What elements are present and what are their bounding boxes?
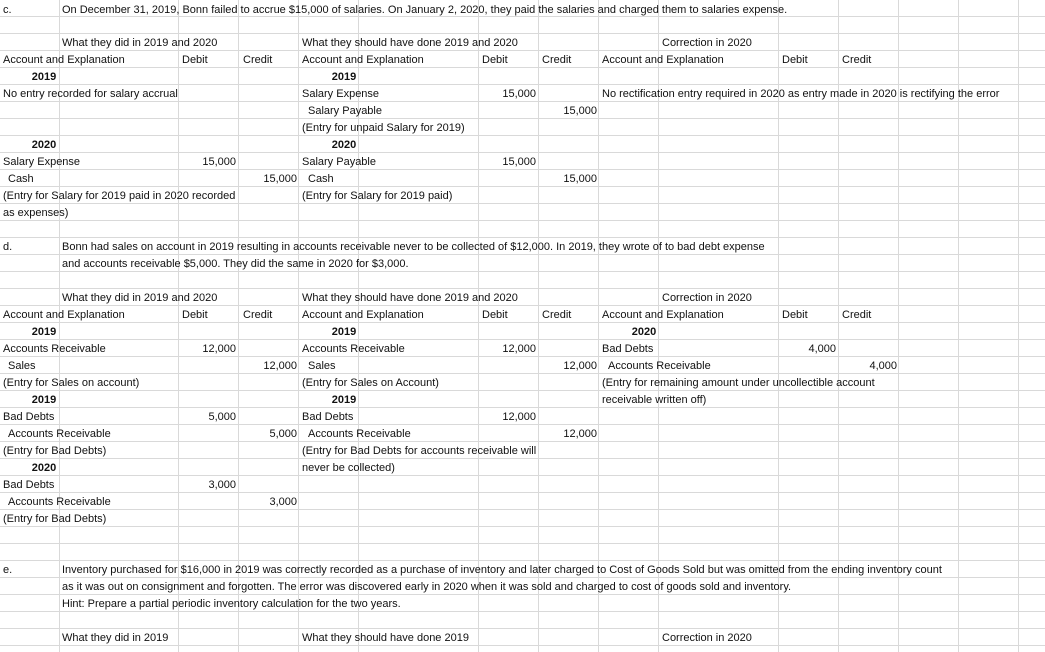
did-accounts-receivable-2020-credit: 3,000 [269, 496, 297, 508]
year-label: 2019 [31, 394, 57, 406]
did-accounts-receivable-debit: 12,000 [202, 343, 236, 355]
col-header-debit: Debit [782, 309, 808, 321]
did-explanation: as expenses) [3, 207, 69, 219]
should-explanation: never be collected) [302, 462, 395, 474]
should-explanation: (Entry for Sales on Account) [302, 377, 439, 389]
header-what-they-should-have-done: What they should have done 2019 [302, 632, 469, 644]
did-explanation: (Entry for Salary for 2019 paid in 2020 recorded [3, 190, 236, 202]
col-header-credit: Credit [243, 54, 273, 66]
should-accounts-receivable-credit: 12,000 [563, 428, 597, 440]
correction-explanation: (Entry for remaining amount under uncollectible account [602, 377, 875, 389]
should-accounts-receivable: Accounts Receivable [302, 343, 405, 355]
header-what-they-did: What they did in 2019 and 2020 [62, 292, 218, 304]
should-salary-payable-credit: 15,000 [563, 105, 597, 117]
did-bad-debts: Bad Debts [3, 411, 55, 423]
col-header-account: Account and Explanation [602, 54, 724, 66]
should-sales: Sales [308, 360, 336, 372]
problem-statement-d: Bonn had sales on account in 2019 resulting in accounts receivable never to be collected of $12,000. In 2019, they wrote of to bad debt expense [62, 241, 765, 253]
header-correction: Correction in 2020 [662, 632, 752, 644]
year-label: 2019 [31, 71, 57, 83]
col-header-credit: Credit [542, 54, 572, 66]
problem-hint-e: Hint: Prepare a partial periodic inventory calculation for the two years. [62, 598, 401, 610]
did-bad-debts-debit: 5,000 [208, 411, 236, 423]
col-header-credit: Credit [243, 309, 273, 321]
col-header-credit: Credit [842, 54, 872, 66]
col-header-debit: Debit [182, 54, 208, 66]
did-sales: Sales [8, 360, 36, 372]
correction-bad-debts-debit: 4,000 [808, 343, 836, 355]
year-label: 2020 [631, 326, 657, 338]
should-explanation: (Entry for Salary for 2019 paid) [302, 190, 453, 202]
correction-note: No rectification entry required in 2020 as entry made in 2020 is rectifying the error [602, 88, 1000, 100]
col-header-account: Account and Explanation [302, 54, 424, 66]
col-header-account: Account and Explanation [602, 309, 724, 321]
should-salary-expense-debit: 15,000 [502, 88, 536, 100]
should-salary-payable-2020-debit: 15,000 [502, 156, 536, 168]
year-label: 2020 [331, 139, 357, 151]
col-header-account: Account and Explanation [302, 309, 424, 321]
correction-explanation: receivable written off) [602, 394, 707, 406]
year-label: 2019 [331, 326, 357, 338]
should-salary-payable-2020: Salary Payable [302, 156, 376, 168]
did-explanation: (Entry for Sales on account) [3, 377, 140, 389]
col-header-debit: Debit [782, 54, 808, 66]
header-what-they-should-have-done: What they should have done 2019 and 2020 [302, 292, 518, 304]
year-label: 2019 [331, 71, 357, 83]
correction-accounts-receivable-credit: 4,000 [869, 360, 897, 372]
year-label: 2019 [331, 394, 357, 406]
year-label: 2020 [31, 139, 57, 151]
col-header-account: Account and Explanation [3, 309, 125, 321]
header-what-they-did: What they did in 2019 and 2020 [62, 37, 218, 49]
did-accounts-receivable-2020: Accounts Receivable [8, 496, 111, 508]
problem-statement-c: On December 31, 2019, Bonn failed to accrue $15,000 of salaries. On January 2, 2020, they paid the salaries and charged them to salaries expense. [62, 4, 788, 16]
did-salary-expense-debit: 15,000 [202, 156, 236, 168]
header-correction: Correction in 2020 [662, 37, 752, 49]
col-header-credit: Credit [842, 309, 872, 321]
should-salary-payable: Salary Payable [308, 105, 382, 117]
should-bad-debts-debit: 12,000 [502, 411, 536, 423]
did-bad-debts-2020: Bad Debts [3, 479, 55, 491]
section-letter-e: e. [3, 564, 13, 576]
did-sales-credit: 12,000 [263, 360, 297, 372]
should-cash: Cash [308, 173, 334, 185]
col-header-debit: Debit [482, 54, 508, 66]
did-salary-expense: Salary Expense [3, 156, 81, 168]
col-header-account: Account and Explanation [3, 54, 125, 66]
should-sales-credit: 12,000 [563, 360, 597, 372]
year-label: 2019 [31, 326, 57, 338]
col-header-debit: Debit [482, 309, 508, 321]
should-explanation: (Entry for unpaid Salary for 2019) [302, 122, 465, 134]
did-cash: Cash [8, 173, 34, 185]
should-accounts-receivable-credit-line: Accounts Receivable [308, 428, 411, 440]
did-explanation: (Entry for Bad Debts) [3, 513, 107, 525]
did-accounts-receivable-credit: 5,000 [269, 428, 297, 440]
should-accounts-receivable-debit: 12,000 [502, 343, 536, 355]
year-label: 2020 [31, 462, 57, 474]
did-cash-credit: 15,000 [263, 173, 297, 185]
correction-accounts-receivable: Accounts Receivable [608, 360, 711, 372]
should-cash-credit: 15,000 [563, 173, 597, 185]
did-no-entry: No entry recorded for salary accrual [3, 88, 178, 100]
header-what-they-did: What they did in 2019 [62, 632, 169, 644]
header-correction: Correction in 2020 [662, 292, 752, 304]
did-accounts-receivable: Accounts Receivable [3, 343, 106, 355]
should-explanation: (Entry for Bad Debts for accounts receivable will [302, 445, 537, 457]
should-bad-debts: Bad Debts [302, 411, 354, 423]
col-header-debit: Debit [182, 309, 208, 321]
correction-bad-debts: Bad Debts [602, 343, 654, 355]
did-explanation: (Entry for Bad Debts) [3, 445, 107, 457]
problem-statement-e: as it was out on consignment and forgotten. The error was discovered early in 2020 when it was sold and charged to cost of goods sold and inventory. [62, 581, 792, 593]
section-letter-c: c. [3, 4, 12, 16]
did-accounts-receivable-credit-line: Accounts Receivable [8, 428, 111, 440]
did-bad-debts-2020-debit: 3,000 [208, 479, 236, 491]
problem-statement-e: Inventory purchased for $16,000 in 2019 was correctly recorded as a purchase of inventory and later charged to Cost of Goods Sold but was omitted from the ending inventory count [62, 564, 942, 576]
section-letter-d: d. [3, 241, 13, 253]
col-header-credit: Credit [542, 309, 572, 321]
should-salary-expense: Salary Expense [302, 88, 380, 100]
header-what-they-should-have-done: What they should have done 2019 and 2020 [302, 37, 518, 49]
problem-statement-d: and accounts receivable $5,000. They did the same in 2020 for $3,000. [62, 258, 409, 270]
